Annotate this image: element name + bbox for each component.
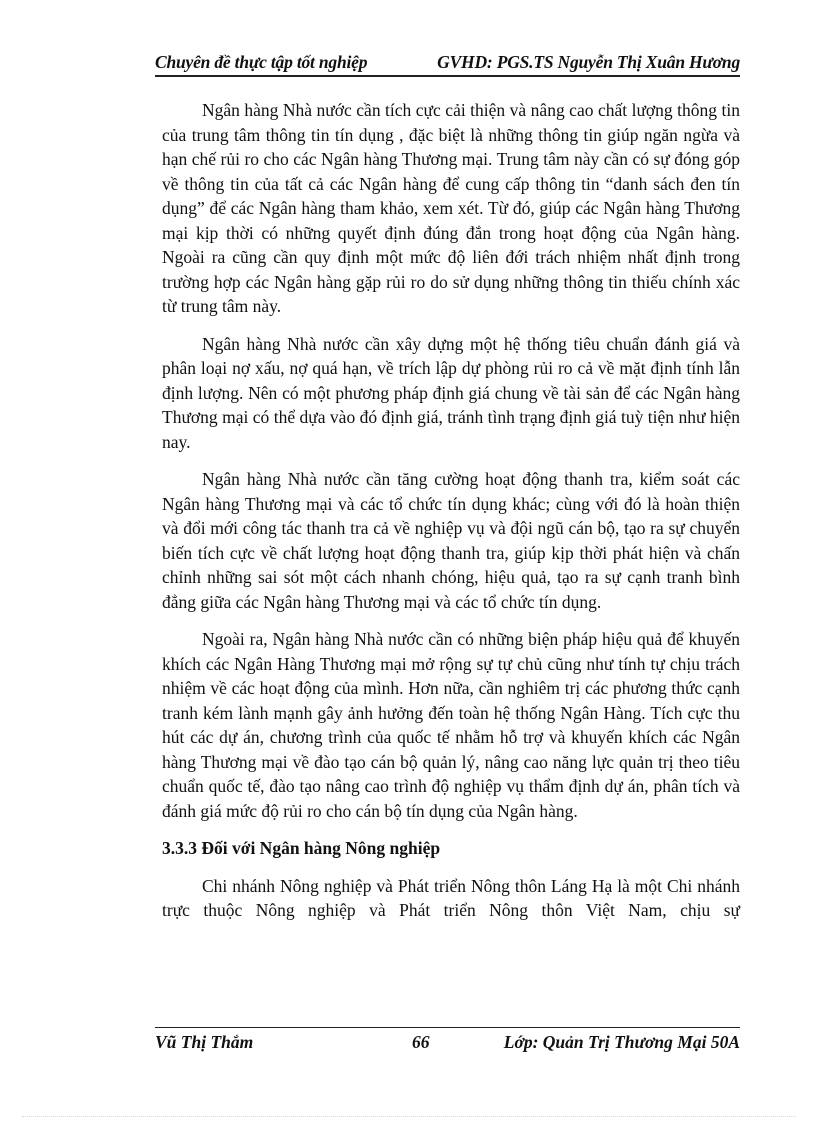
header-divider <box>155 75 740 77</box>
paragraph-1: Ngân hàng Nhà nước cần tích cực cải thiện và nâng cao chất lượng thông tin của trung tâm thông tin tín dụng , đặc biệt là những thông tin giúp ngăn ngừa và hạn chế rủi ro cho các Ngân hàng Thương mại. Trung tâm này cần có sự đóng góp về thông tin của tất cả các Ngân hàng để cung cấp thông tin “danh sách đen tín dụng” để các Ngân hàng tham khảo, xem xét. Từ đó, giúp các Ngân hàng Thương mại kịp thời có những quyết định đúng đắn trong hoạt động của Ngân hàng. Ngoài ra cũng cần quy định một mức độ liên đới trách nhiệm nhất định trong trường hợp các Ngân hàng gặp rủi ro do sử dụng những thông tin thiếu chính xác từ trung tâm này. <box>162 100 740 316</box>
footer-class: Lớp: Quản Trị Thương Mại 50A <box>503 1032 740 1052</box>
header-title: Chuyên đề thực tập tốt nghiệp <box>155 52 368 72</box>
paragraph-4: Ngoài ra, Ngân hàng Nhà nước cần có những biện pháp hiệu quả để khuyến khích các Ngân Hàng Thương mại mở rộng sự tự chủ cũng như tính tự chịu trách nhiệm về các hoạt động của mình. Hơn nữa, cần nghiêm trị các phương thức cạnh tranh kém lành mạnh gây ảnh hưởng đến toàn hệ thống Ngân Hàng. Tích cực thu hút các dự án, chương trình của quốc tế nhằm hỗ trợ và khuyến khích các Ngân hàng Thương mại về đào tạo cán bộ quản lý, nâng cao năng lực quản trị theo tiêu chuẩn quốc tế, đào tạo nâng cao trình độ nghiệp vụ thẩm định dự án, phân tích và đánh giá mức độ rủi ro cho cán bộ tín dụng của Ngân hàng. <box>162 629 740 821</box>
paragraph-3: Ngân hàng Nhà nước cần tăng cường hoạt động thanh tra, kiểm soát các Ngân hàng Thương mại và các tổ chức tín dụng khác; cùng với đó là hoàn thiện và đổi mới công tác thanh tra cả về nghiệp vụ và đội ngũ cán bộ, tạo ra sự chuyển biến tích cực về chất lượng hoạt động thanh tra, giúp kịp thời phát hiện và chấn chỉnh những sai sót một cách nhanh chóng, hiệu quả, tạo ra sự cạnh tranh bình đẳng giữa các Ngân hàng Thương mại và các tổ chức tín dụng. <box>162 469 740 612</box>
page-header <box>155 52 740 73</box>
footer-divider <box>155 1027 740 1028</box>
header-advisor: GVHD: PGS.TS Nguyễn Thị Xuân Hương <box>437 52 740 72</box>
footer-author: Vũ Thị Thắm <box>155 1032 254 1052</box>
section-paragraph: Chi nhánh Nông nghiệp và Phát triển Nông thôn Láng Hạ là một Chi nhánh trực thuộc Nông nghiệp và Phát triển Nông thôn Việt Nam, chịu sự <box>162 875 740 920</box>
page-number: 66 <box>412 1032 430 1052</box>
section-heading: 3.3.3 Đối với Ngân hàng Nông nghiệp <box>162 838 441 858</box>
paragraph-2: Ngân hàng Nhà nước cần xây dựng một hệ thống tiêu chuẩn đánh giá và phân loại nợ xấu, nợ quá hạn, về trích lập dự phòng rủi ro cả về mặt định tính lẫn định lượng. Nên có một phương pháp định giá chung về tài sản để các Ngân hàng Thương mại có thể dựa vào đó định giá, tránh tình trạng định giá tuỳ tiện như hiện nay. <box>162 333 740 452</box>
document-body <box>162 98 740 936</box>
page-edge-divider <box>22 1116 796 1117</box>
